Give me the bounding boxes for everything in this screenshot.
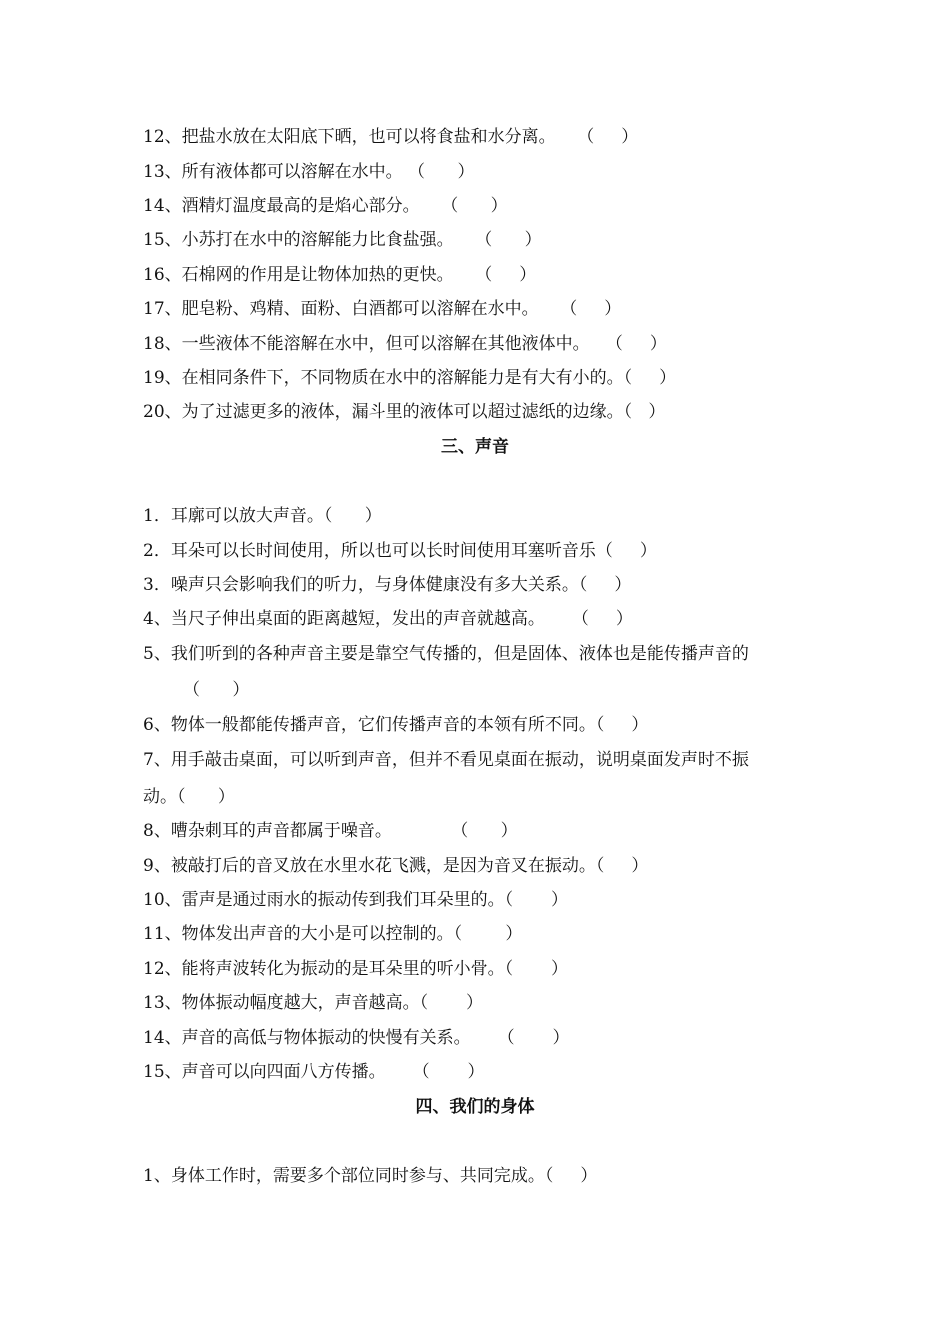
question-item: 18、一些液体不能溶解在水中，但可以溶解在其他液体中。 （ ）	[143, 334, 667, 354]
question-item: 14、声音的高低与物体振动的快慢有关系。 （ ）	[143, 1028, 570, 1048]
question-item-continuation: （ ）	[183, 680, 250, 700]
question-item: 2．耳朵可以长时间使用，所以也可以长时间使用耳塞听音乐（ ）	[143, 541, 657, 561]
question-item: 7、用手敲击桌面，可以听到声音，但并不看见桌面在振动，说明桌面发声时不振	[143, 750, 749, 770]
question-item: 13、所有液体都可以溶解在水中。 （ ）	[143, 162, 475, 182]
question-item: 19、在相同条件下，不同物质在水中的溶解能力是有大有小的。（ ）	[143, 368, 677, 388]
question-item: 12、把盐水放在太阳底下晒，也可以将食盐和水分离。 （ ）	[143, 127, 639, 147]
question-item: 10、雷声是通过雨水的振动传到我们耳朵里的。（ ）	[143, 890, 568, 910]
question-item: 11、物体发出声音的大小是可以控制的。（ ）	[143, 924, 523, 944]
question-item: 17、肥皂粉、鸡精、面粉、白酒都可以溶解在水中。 （ ）	[143, 299, 622, 319]
section-heading: 三、声音	[441, 437, 509, 457]
question-item: 13、物体振动幅度越大，声音越高。（ ）	[143, 993, 483, 1013]
question-item-continuation: 动。（ ）	[143, 787, 235, 807]
question-item: 1．耳廓可以放大声音。（ ）	[143, 506, 382, 526]
question-item: 9、被敲打后的音叉放在水里水花飞溅，是因为音叉在振动。（ ）	[143, 856, 649, 876]
section-heading: 四、我们的身体	[415, 1097, 535, 1117]
question-item: 1、身体工作时，需要多个部位同时参与、共同完成。（ ）	[143, 1166, 598, 1186]
question-item: 16、石棉网的作用是让物体加热的更快。 （ ）	[143, 265, 537, 285]
question-item: 14、酒精灯温度最高的是焰心部分。 （ ）	[143, 196, 508, 216]
question-item: 3．噪声只会影响我们的听力，与身体健康没有多大关系。（ ）	[143, 575, 632, 595]
question-item: 12、能将声波转化为振动的是耳朵里的听小骨。（ ）	[143, 959, 568, 979]
question-item: 15、小苏打在水中的溶解能力比食盐强。 （ ）	[143, 230, 542, 250]
question-item: 5、我们听到的各种声音主要是靠空气传播的，但是固体、液体也是能传播声音的	[143, 644, 749, 664]
question-item: 20、为了过滤更多的液体，漏斗里的液体可以超过滤纸的边缘。（ ）	[143, 402, 666, 422]
question-item: 6、物体一般都能传播声音，它们传播声音的本领有所不同。（ ）	[143, 715, 649, 735]
question-item: 15、声音可以向四面八方传播。 （ ）	[143, 1062, 485, 1082]
question-item: 8、嘈杂刺耳的声音都属于噪音。 （ ）	[143, 821, 518, 841]
question-item: 4、当尺子伸出桌面的距离越短，发出的声音就越高。 （ ）	[143, 609, 633, 629]
